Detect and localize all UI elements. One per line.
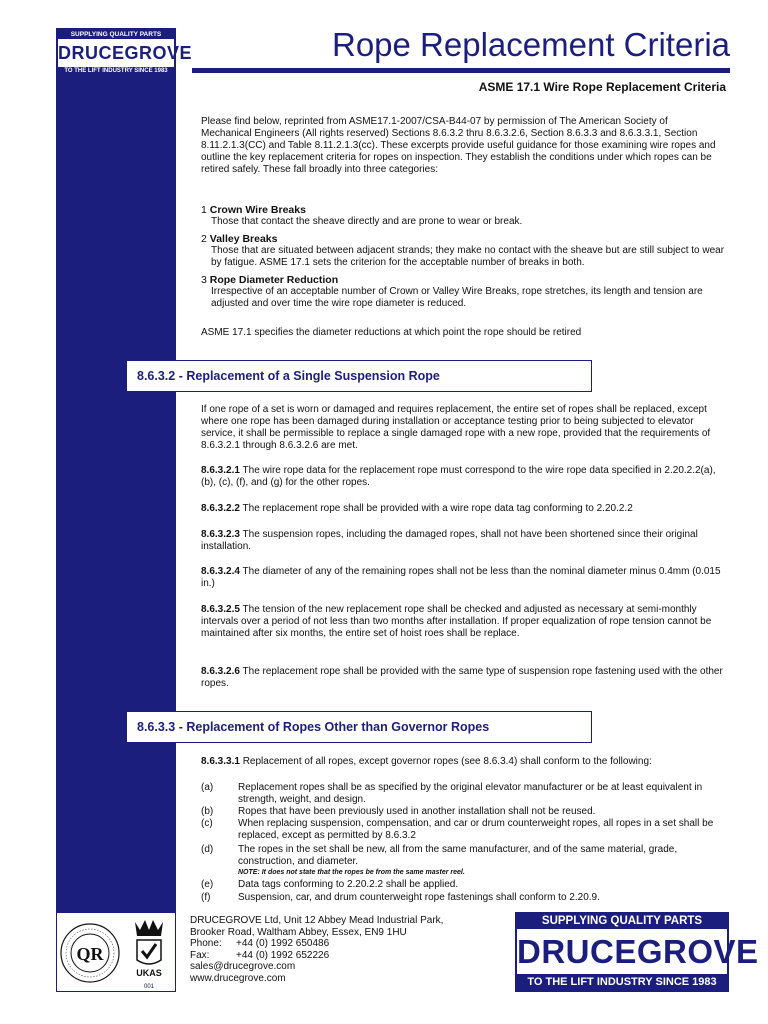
list-label: (f) xyxy=(201,892,211,903)
title-rule xyxy=(192,68,730,73)
section-heading: 8.6.3.2 - Replacement of a Single Suspension Rope xyxy=(137,369,440,383)
category-description: Those that are situated between adjacent strands; they make no contact with the sheave but are still subject to wear by fatigue. ASME 17.1 sets the criterion for the acceptable number of breaks in both. xyxy=(211,245,725,268)
certification-badges xyxy=(56,912,176,992)
category-number: 1 xyxy=(201,204,207,216)
category-list xyxy=(201,204,731,310)
address-line: Brooker Road, Waltham Abbey, Essex, EN9 1HU xyxy=(190,926,407,938)
clause xyxy=(201,503,723,515)
clause-number: 8.6.3.2.2 xyxy=(201,503,240,514)
header-logo xyxy=(56,28,193,78)
clause xyxy=(201,666,723,690)
clause xyxy=(201,529,723,553)
category-title: Rope Diameter Reduction xyxy=(209,274,339,286)
page-title: Rope Replacement Criteria xyxy=(331,26,730,63)
clause-number: 8.6.3.2.6 xyxy=(201,666,240,677)
sidebar-band xyxy=(56,74,176,912)
logo-tagline-bottom: TO THE LIFT INDUSTRY SINCE 1983 xyxy=(58,67,174,76)
email-link[interactable]: sales@drucegrove.com xyxy=(190,961,296,972)
address-line: DRUCEGROVE Ltd, Unit 12 Abbey Mead Industrial Park, xyxy=(190,915,444,926)
list-item: The ropes in the set shall be new, all from the same manufacturer, and of the same material, grade, construction, and diameter. xyxy=(238,844,678,867)
category-item xyxy=(201,204,731,228)
note: NOTE: It does not state that the ropes be from the same master reel. xyxy=(238,869,465,876)
clause xyxy=(201,566,723,590)
clause-text: The tension of the new replacement rope shall be checked and adjusted as necessary at semi-monthly intervals over a period of not less than two months after installation. If proper equalization of rope tension cannot be maintained after six months, the entire set of hoist roes shall be replace. xyxy=(201,604,712,639)
category-description: Those that contact the sheave directly and are prone to wear or break. xyxy=(211,216,523,227)
fax-line: Fax: +44 (0) 1992 652226 xyxy=(190,949,330,961)
phone-line: Phone: +44 (0) 1992 650486 xyxy=(190,938,330,949)
category-item xyxy=(201,274,731,310)
logo-tagline-top: SUPPLYING QUALITY PARTS xyxy=(517,914,727,929)
list-item: Replacement ropes shall be as specified by the original elevator manufacturer or be at least equivalent in strength, weight, and design. xyxy=(238,782,703,805)
list-label: (d) xyxy=(201,844,214,855)
footer-logo xyxy=(515,912,759,992)
list-label: (e) xyxy=(201,879,214,890)
logo-wordmark: DRUCEGROVE xyxy=(58,43,193,63)
logo-tagline-bottom: TO THE LIFT INDUSTRY SINCE 1983 xyxy=(517,974,727,990)
logo-wordmark: DRUCEGROVE xyxy=(517,933,759,970)
quality-register-seal-icon xyxy=(59,916,121,990)
category-description: Irrespective of an acceptable number of Crown or Valley Wire Breaks, rope stretches, its length and tension are adjusted and over time the wire rope diameter is reduced. xyxy=(211,286,703,309)
section-heading-box xyxy=(126,360,592,392)
page-subtitle: ASME 17.1 Wire Rope Replacement Criteria xyxy=(478,80,726,94)
intro-closing: ASME 17.1 specifies the diameter reductions at which point the rope should be retired xyxy=(201,327,582,338)
company-address xyxy=(190,915,510,984)
section2-lead xyxy=(201,756,723,768)
clause-number: 8.6.3.2.4 xyxy=(201,566,240,577)
list-item: Data tags conforming to 2.20.2.2 shall be applied. xyxy=(238,879,459,890)
category-title: Valley Breaks xyxy=(209,233,278,245)
list-label: (b) xyxy=(201,806,214,817)
category-item xyxy=(201,233,731,269)
clause-text: The wire rope data for the replacement rope must correspond to the wire rope data specified in 2.20.2.2(a), (b), (c), (f), and (g) for the other ropes. xyxy=(201,465,716,488)
ukas-number: 001 xyxy=(143,984,155,990)
list-label: (c) xyxy=(201,818,213,829)
intro-paragraph: Please find below, reprinted from ASME17.1-2007/CSA-B44-07 by permission of The American Society of Mechanical Engineers (All rights reserved) Sections 8.6.3.2 thru 8.6.3.2.6, Section 8.6.3.3 and 8.6.3.3.1, Section 8.11.2.1.3(CC) and Table 8.11.2.1.3(cc). These excerpts provide useful guidance for those examining wire ropes and outline the key replacement criteria for ropes on inspection. They establish the conditions under which ropes can be retired safely. These fall broadly into three categories: xyxy=(201,116,716,175)
section-heading: 8.6.3.3 - Replacement of Ropes Other than Governor Ropes xyxy=(137,720,490,734)
ukas-label: UKAS xyxy=(136,968,162,978)
list-item: Ropes that have been previously used in another installation shall not be reused. xyxy=(238,806,596,817)
section1-intro: If one rope of a set is worn or damaged and requires replacement, the entire set of ropes shall be replaced, except where one rope has been damaged during installation or acceptance testing prior to being subjected to elevator service, it shall be permissible to replace a single damaged rope with a new rope, provided that the requirements of 8.6.3.2.1 through 8.6.3.2.6 are met. xyxy=(201,404,711,451)
list-item: Suspension, car, and drum counterweight rope fastenings shall conform to 2.20.9. xyxy=(238,892,600,903)
clause xyxy=(201,604,723,640)
seal-letters: QR xyxy=(76,944,104,964)
category-title: Crown Wire Breaks xyxy=(209,204,306,216)
list-label: (a) xyxy=(201,782,214,793)
clause-number: 8.6.3.2.5 xyxy=(201,604,240,615)
clause xyxy=(201,465,723,489)
website-link[interactable]: www.drucegrove.com xyxy=(190,972,286,984)
clause-number: 8.6.3.2.3 xyxy=(201,529,240,540)
clause-number: 8.6.3.3.1 xyxy=(201,756,240,767)
clause-text: Replacement of all ropes, except governor ropes (see 8.6.3.4) shall conform to the following: xyxy=(239,756,652,767)
list-item: When replacing suspension, compensation, and car or drum counterweight ropes, all ropes in a set shall be replaced, except as permitted by 8.6.3.2 xyxy=(238,818,714,841)
logo-tagline-top: SUPPLYING QUALITY PARTS xyxy=(58,30,174,39)
phone-number: +44 (0) 1992 650486 xyxy=(236,938,330,949)
clause-text: The replacement rope shall be provided with the same type of suspension rope fastening used with the other ropes. xyxy=(201,666,723,689)
clause-text: The diameter of any of the remaining ropes shall not be less than the nominal diameter minus 0.4mm (0.015 in.) xyxy=(201,566,721,589)
category-number: 2 xyxy=(201,233,207,245)
clause-text: The replacement rope shall be provided with a wire rope data tag conforming to 2.20.2.2 xyxy=(239,503,633,514)
section-heading-box xyxy=(126,711,592,743)
fax-number: +44 (0) 1992 652226 xyxy=(236,949,330,961)
clause-number: 8.6.3.2.1 xyxy=(201,465,240,476)
clause-text: The suspension ropes, including the damaged ropes, shall not have been shortened since their original installation. xyxy=(201,529,698,552)
ukas-crown-icon xyxy=(125,916,173,990)
category-number: 3 xyxy=(201,274,207,286)
